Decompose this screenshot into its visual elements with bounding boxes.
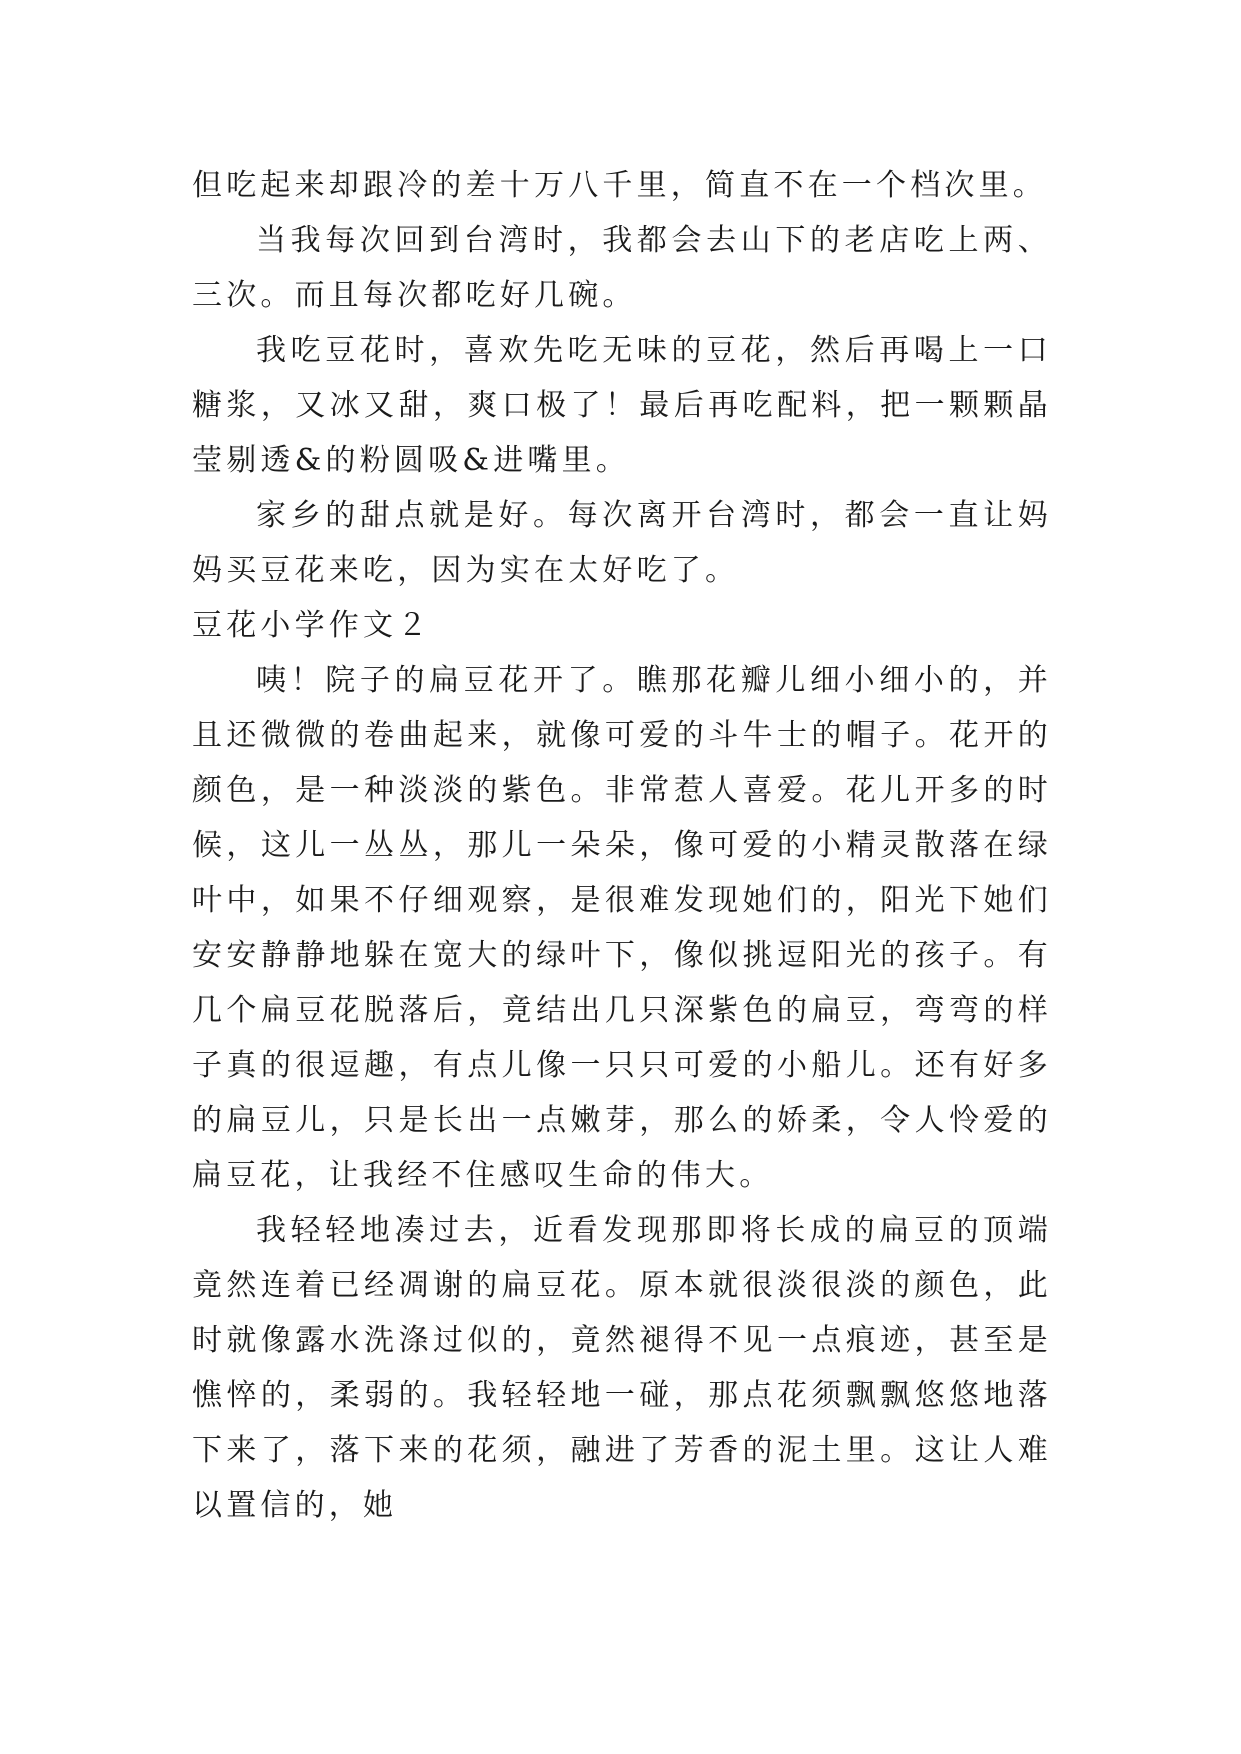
paragraph: 家乡的甜点就是好。每次离开台湾时，都会一直让妈妈买豆花来吃，因为实在太好吃了。 bbox=[192, 498, 1052, 588]
paragraph: 我轻轻地凑过去，近看发现那即将长成的扁豆的顶端竟然连着已经凋谢的扁豆花。原本就很淡很淡的颜色，此时就像露水洗涤过似的，竟然褪得不见一点痕迹，甚至是憔悴的，柔弱的。我轻轻地一碰，那点花须飘飘悠悠地落下来了，落下来的花须，融进了芳香的泥土里。这让人难以置信的，她 bbox=[192, 1213, 1052, 1523]
document-body bbox=[192, 158, 1052, 1533]
paragraph: 咦！院子的扁豆花开了。瞧那花瓣儿细小细小的，并且还微微的卷曲起来，就像可爱的斗牛士的帽子。花开的颜色，是一种淡淡的紫色。非常惹人喜爱。花儿开多的时候，这儿一丛丛，那儿一朵朵，像可爱的小精灵散落在绿叶中，如果不仔细观察，是很难发现她们的，阳光下她们安安静静地躲在宽大的绿叶下，像似挑逗阳光的孩子。有几个扁豆花脱落后，竟结出几只深紫色的扁豆，弯弯的样子真的很逗趣，有点儿像一只只可爱的小船儿。还有好多的扁豆儿，只是长出一点嫩芽，那么的娇柔，令人怜爱的扁豆花，让我经不住感叹生命的伟大。 bbox=[192, 663, 1052, 1193]
paragraph: 我吃豆花时，喜欢先吃无味的豆花，然后再喝上一口糖浆，又冰又甜，爽口极了！最后再吃配料，把一颗颗晶莹剔透&的粉圆吸&进嘴里。 bbox=[192, 333, 1052, 478]
paragraph-continuation: 但吃起来却跟冷的差十万八千里，简直不在一个档次里。 bbox=[192, 168, 1047, 203]
paragraph: 当我每次回到台湾时，我都会去山下的老店吃上两、三次。而且每次都吃好几碗。 bbox=[192, 223, 1052, 313]
section-heading: 豆花小学作文２ bbox=[192, 608, 432, 643]
